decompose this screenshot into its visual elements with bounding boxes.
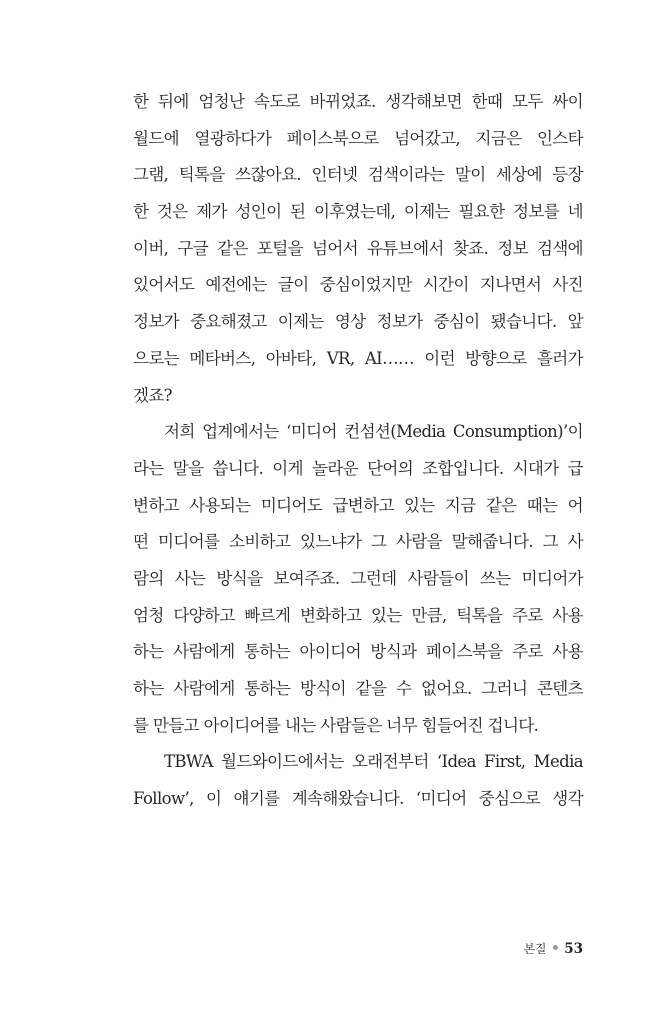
text-line: 엄청 다양하고 빠르게 변화하고 있는 만큼, 틱톡을 주로 사용 xyxy=(133,605,583,625)
text-line: 월드에 열광하다가 페이스북으로 넘어갔고, 지금은 인스타 xyxy=(133,128,583,148)
paragraph-first-line: 저희 업계에서는 ‘미디어 컨섬션(Media Consumption)’이 xyxy=(164,422,583,442)
text-line: 정보가 중요해졌고 이제는 영상 정보가 중심이 됐습니다. 앞 xyxy=(133,312,583,332)
text-line: 으로는 메타버스, 아바타, VR, AI…… 이런 방향으로 흘러가 xyxy=(133,348,583,368)
text-line: 람의 사는 방식을 보여주죠. 그런데 사람들이 쓰는 미디어가 xyxy=(133,568,583,588)
text-line: 하는 사람에게 통하는 아이디어 방식과 페이스북을 주로 사용 xyxy=(133,642,583,662)
paragraph-end-line: 를 만들고 아이디어를 내는 사람들은 너무 힘들어진 겁니다. xyxy=(133,715,539,735)
text-line: 변하고 사용되는 미디어도 급변하고 있는 지금 같은 때는 어 xyxy=(133,495,583,515)
running-section-title: 본질 xyxy=(523,942,547,956)
text-line: 이버, 구글 같은 포털을 넘어서 유튜브에서 찾죠. 정보 검색에 xyxy=(133,238,583,258)
paragraph-first-line: TBWA 월드와이드에서는 오래전부터 ‘Idea First, Media xyxy=(164,752,583,772)
text-line: 한 것은 제가 성인이 된 이후였는데, 이제는 필요한 정보를 네 xyxy=(133,202,583,222)
text-line: 라는 말을 씁니다. 이게 놀라운 단어의 조합입니다. 시대가 급 xyxy=(133,458,583,478)
text-line: 그램, 틱톡을 쓰잖아요. 인터넷 검색이라는 말이 세상에 등장 xyxy=(133,165,583,185)
separator-dot-icon xyxy=(553,945,558,950)
page-number: 53 xyxy=(564,941,583,957)
text-line: Follow’, 이 얘기를 계속해왔습니다. ‘미디어 중심으로 생각 xyxy=(133,789,583,809)
text-line: 한 뒤에 엄청난 속도로 바뀌었죠. 생각해보면 한때 모두 싸이 xyxy=(133,92,583,111)
text-line: 하는 사람에게 통하는 방식이 같을 수 없어요. 그러니 콘텐츠 xyxy=(133,679,583,698)
paragraph-end-line: 겠죠? xyxy=(133,385,172,405)
page-footer xyxy=(524,938,583,957)
text-line: 떤 미디어를 소비하고 있느냐가 그 사람을 말해줍니다. 그 사 xyxy=(133,532,583,552)
body-text xyxy=(133,84,583,818)
text-line: 있어서도 예전에는 글이 중심이었지만 시간이 지나면서 사진 xyxy=(133,275,583,295)
